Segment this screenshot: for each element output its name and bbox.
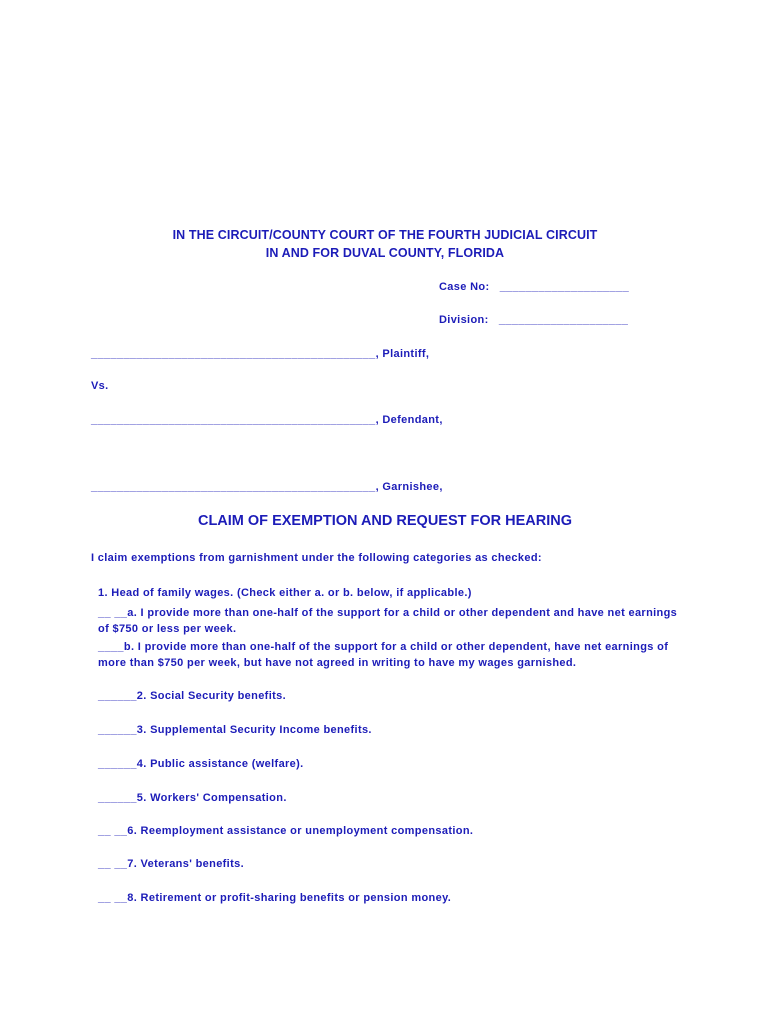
item-4-public-assistance[interactable]: ______4. Public assistance (welfare). xyxy=(98,758,304,770)
item-5-workers-comp[interactable]: ______5. Workers' Compensation. xyxy=(98,792,287,804)
item-3-ssi[interactable]: ______3. Supplemental Security Income benefits. xyxy=(98,724,372,736)
item-8-retirement[interactable]: __ __8. Retirement or profit-sharing benefits or pension money. xyxy=(98,892,452,904)
case-number-field[interactable] xyxy=(439,281,629,293)
court-heading-line-2: IN AND FOR DUVAL COUNTY, FLORIDA xyxy=(265,246,505,260)
form-title: CLAIM OF EXEMPTION AND REQUEST FOR HEARING xyxy=(197,513,573,529)
case-number-label: Case No: xyxy=(439,281,490,293)
item-1a-checkbox-line[interactable]: __ __a. I provide more than one-half of the support for a child or other dependent and have net earnings of $750 or less per week. xyxy=(98,607,678,635)
division-blank[interactable]: ____________________ xyxy=(498,314,629,326)
item-7-veterans[interactable]: __ __7. Veterans' benefits. xyxy=(98,858,244,870)
garnishee-line[interactable]: ____________________________________________, Garnishee, xyxy=(91,481,443,493)
item-1-head-of-family: 1. Head of family wages. (Check either a. or b. below, if applicable.) xyxy=(98,587,472,599)
versus-label: Vs. xyxy=(91,380,109,392)
court-heading-line-1: IN THE CIRCUIT/COUNTY COURT OF THE FOURTH JUDICIAL CIRCUIT xyxy=(172,228,598,242)
division-field[interactable] xyxy=(439,314,628,326)
plaintiff-line[interactable]: ____________________________________________, Plaintiff, xyxy=(91,348,430,360)
division-label: Division: xyxy=(439,314,489,326)
item-2-social-security[interactable]: ______2. Social Security benefits. xyxy=(98,690,286,702)
item-6-reemployment[interactable]: __ __6. Reemployment assistance or unemployment compensation. xyxy=(98,825,474,837)
intro-text: I claim exemptions from garnishment under the following categories as checked: xyxy=(91,552,542,564)
defendant-line[interactable]: ____________________________________________, Defendant, xyxy=(91,414,443,426)
item-1b-checkbox-line[interactable]: ____b. I provide more than one-half of the support for a child or other dependent, have net earnings of more than $750 per week, but have not agreed in writing to have my wages garnished. xyxy=(98,641,669,669)
case-number-blank[interactable]: ____________________ xyxy=(499,281,630,293)
